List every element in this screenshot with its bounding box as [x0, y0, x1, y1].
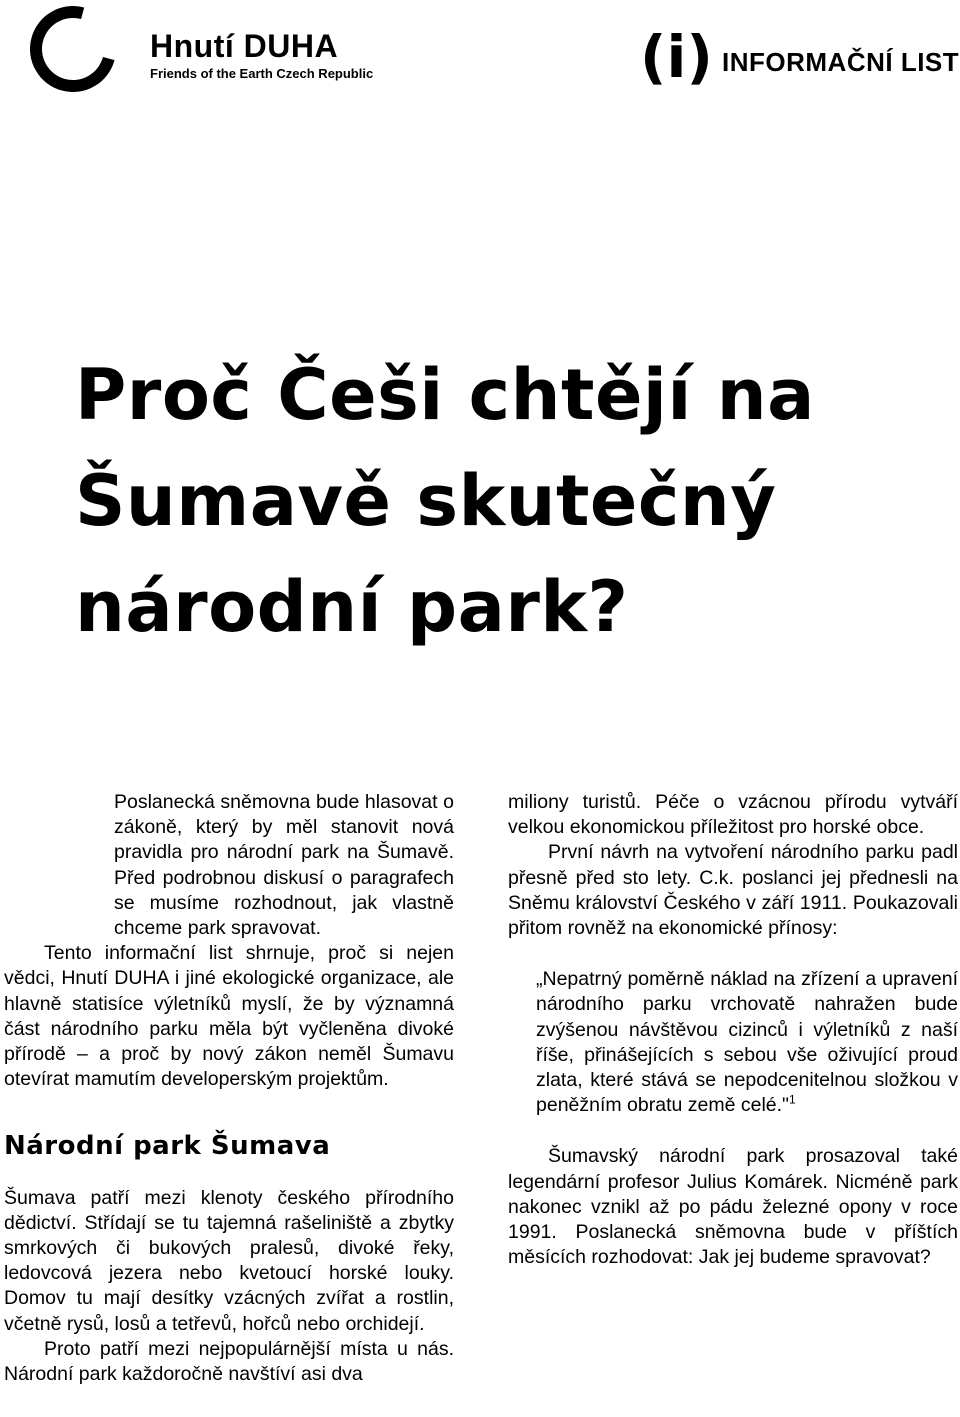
title-line-2: Šumavě skutečný — [75, 460, 777, 542]
right-paragraph-3: Šumavský národní park prosazoval také legendární profesor Julius Komárek. Nicméně park nakonec vznikl až po pádu železné opony v roce 1991. Poslanecká sněmovna bude v příštích měsících rozhodovat: Jak jej budeme spravovat? — [508, 1145, 958, 1269]
section-heading: Národní park Šumava — [4, 1131, 331, 1162]
right-paragraph-2: První návrh na vytvoření národního parku padl přesně před sto lety. C.k. poslanci jej přednesli na Sněmu království Českého v září 1911. Poukazovali přitom rovněž na ekonomické přínosy: — [508, 841, 958, 940]
intro-paragraph-1: Poslanecká sněmovna bude hlasovat o zákoně, který by měl stanovit nová pravidla pro národní park na Šumavě. Před podrobnou diskusí o paragrafech se musíme rozhodnout, jak vlastně chceme park spravovat. — [114, 791, 454, 940]
info-label: INFORMAČNÍ LIST — [722, 47, 960, 77]
document-title — [75, 342, 935, 660]
duha-logo-ring-icon — [14, 0, 131, 108]
left-column — [4, 790, 454, 1387]
section-paragraph-1: Šumava patří mezi klenoty českého přírodního dědictví. Střídají se tu tajemná rašeliniště a zbytky smrkových či bukových pralesů, divoké řeky, ledovcová jezera nebo kvetoucí horské louky. Domov tu mají desítky vzácných zvířat a rostlin, včetně rysů, losů a tetřevů, hořců nebo orchidejí. — [4, 1186, 454, 1335]
footnote-marker: 1 — [788, 1092, 796, 1107]
intro-paragraph-2: Tento informační list shrnuje, proč si nejen vědci, Hnutí DUHA i jiné ekologické organizace, ale hlavně statisíce výletníků myslí, že by významná část národního parku měla být vyčleněna divoké přírodě – a proč by nový zákon neměl Šumavu otevírat mamutím developerským projektům. — [4, 942, 454, 1091]
info-icon: (i) — [640, 23, 713, 91]
right-paragraph-1: miliony turistů. Péče o vzácnou přírodu vytváří velkou ekonomickou příležitost pro horské obce. — [508, 791, 958, 839]
title-line-3: národní park? — [75, 566, 629, 648]
org-subtitle: Friends of the Earth Czech Republic — [150, 66, 374, 81]
title-line-1: Proč Češi chtějí na — [75, 354, 815, 436]
historic-quote — [508, 967, 958, 1118]
quote-text: „Nepatrný poměrně náklad na zřízení a upravení národního parku vrchovatě nahražen bude zvýšenou návštěvou cizinců i výletníků z naší říše, přinášejících s sebou vše oživující proud zlata, které stává se nepodcenitelnou složkou v peněžním obratu země celé." — [536, 968, 958, 1117]
right-column — [508, 790, 958, 1270]
org-name: Hnutí DUHA — [150, 28, 339, 64]
section-paragraph-2: Proto patří mezi nejpopulárnější místa u nás. Národní park každoročně navštíví asi dva — [4, 1337, 454, 1386]
